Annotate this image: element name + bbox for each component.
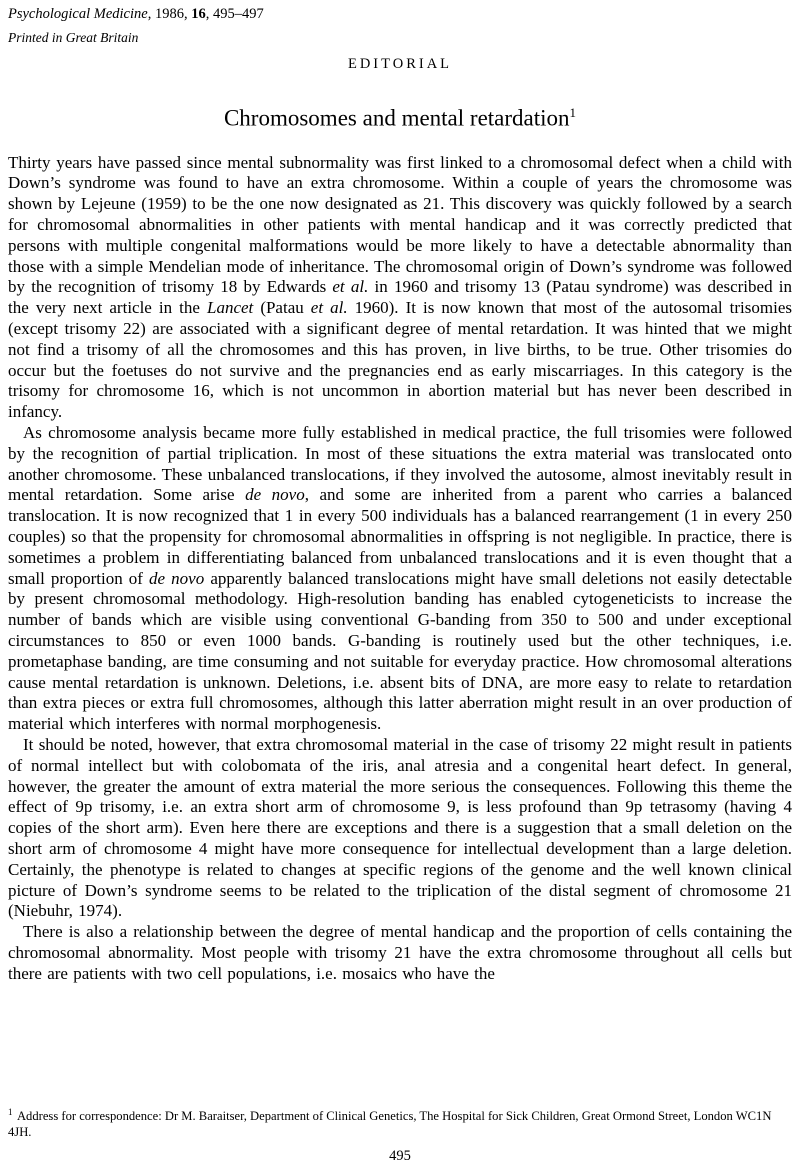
page-header	[8, 5, 792, 73]
title-footnote-marker: 1	[569, 105, 577, 120]
page-number: 495	[389, 1148, 411, 1164]
footnote-text: Address for correspondence: Dr M. Baraitser, Department of Clinical Genetics, The Hospital for Sick Children, Great Ormond Street, London WC1N 4JH.	[8, 1109, 772, 1139]
journal-citation: Psychological Medicine, 1986, 16, 495–497	[8, 6, 264, 22]
paragraph-2: As chromosome analysis became more fully established in medical practice, the full trisomies were followed by the recognition of partial triplication. In most of these situations the extra material was translocated onto another chromosome. These unbalanced translocations, if they involved the autosome, almost inevitably result in mental retardation. Some arise de novo, and some are inherited from a parent who carries a balanced translocation. It is now recognized that 1 in every 500 individuals has a balanced rearrangement (1 in every 250 couples) so that the propensity for chromosomal abnormalities in offspring is not negligible. In practice, there is sometimes a problem in differentiating balanced from unbalanced translocations and it is even thought that a small proportion of de novo apparently balanced translocations might have small deletions not easily detectable by present chromosomal methodology. High-resolution banding has enabled cytogeneticists to increase the number of bands which are visible using conventional G-banding from 350 to 500 and under exceptional circumstances to 850 or even 1000 bands. G-banding is routinely used but the other techniques, i.e. prometaphase banding, are time consuming and not suitable for everyday practice. How chromosomal alterations cause mental retardation is unknown. Deletions, i.e. absent bits of DNA, are more easy to relate to retardation than extra pieces or extra full chromosomes, although this latter aberration might result in an over production of material which interferes with normal morphogenesis.	[8, 423, 792, 734]
article-title	[8, 100, 792, 132]
paragraph-1: Thirty years have passed since mental subnormality was first linked to a chromosomal defect when a child with Down’s syndrome was found to have an extra chromosome. Within a couple of years the chromosome was shown by Lejeune (1959) to be the one now designated as 21. This discovery was quickly followed by a search for chromosomal abnormalities in other patients with mental handicap and it was correctly predicted that persons with multiple congenital malformations would be more likely to have a detectable abnormality than those with a simple Mendelian mode of inheritance. The chromosomal origin of Down’s syndrome was followed by the recognition of trisomy 18 by Edwards et al. in 1960 and trisomy 13 (Patau syndrome) was described in the very next article in the Lancet (Patau et al. 1960). It is now known that most of the autosomal trisomies (except trisomy 22) are associated with a significant degree of mental retardation. It was hinted that we might not find a trisomy of all the chromosomes and this has proven, in live births, to be true. Other trisomies do occur but the foetuses do not survive and the pregnancies end as early miscarriages. In this category is the trisomy for chromosome 16, which is not uncommon in abortion material but has never been described in infancy.	[8, 152, 792, 422]
article-body	[8, 153, 792, 985]
paragraph-3: It should be noted, however, that extra chromosomal material in the case of trisomy 22 might result in patients of normal intellect but with colobomata of the iris, anal atresia and a congenital heart defect. In general, however, the greater the amount of extra material the more serious the consequences. Following this theme the effect of 9p trisomy, i.e. an extra short arm of chromosome 9, is less profound than 9p tetrasomy (having 4 copies of the short arm). Even here there are exceptions and there is a suggestion that a small deletion on the short arm of chromosome 4 might have more consequence for intellectual development than a large deletion. Certainly, the phenotype is related to changes at specific regions of the genome and the well known clinical picture of Down’s syndrome seems to be related to the triplication of the distal segment of chromosome 21 (Niebuhr, 1974).	[8, 734, 792, 921]
section-label: EDITORIAL	[347, 56, 453, 72]
page-footer	[8, 1105, 792, 1167]
printed-in-line: Printed in Great Britain	[8, 30, 139, 45]
paragraph-4: There is also a relationship between the degree of mental handicap and the proportion of cells containing the chromosomal abnormality. Most people with trisomy 21 have the extra chromosome throughout all cells but there are patients with two cell populations, i.e. mosaics who have the	[8, 922, 792, 983]
footnote-marker: 1	[8, 1106, 13, 1117]
correspondence-footnote	[8, 1105, 792, 1140]
article-title-text: Chromosomes and mental retardation	[223, 105, 570, 131]
